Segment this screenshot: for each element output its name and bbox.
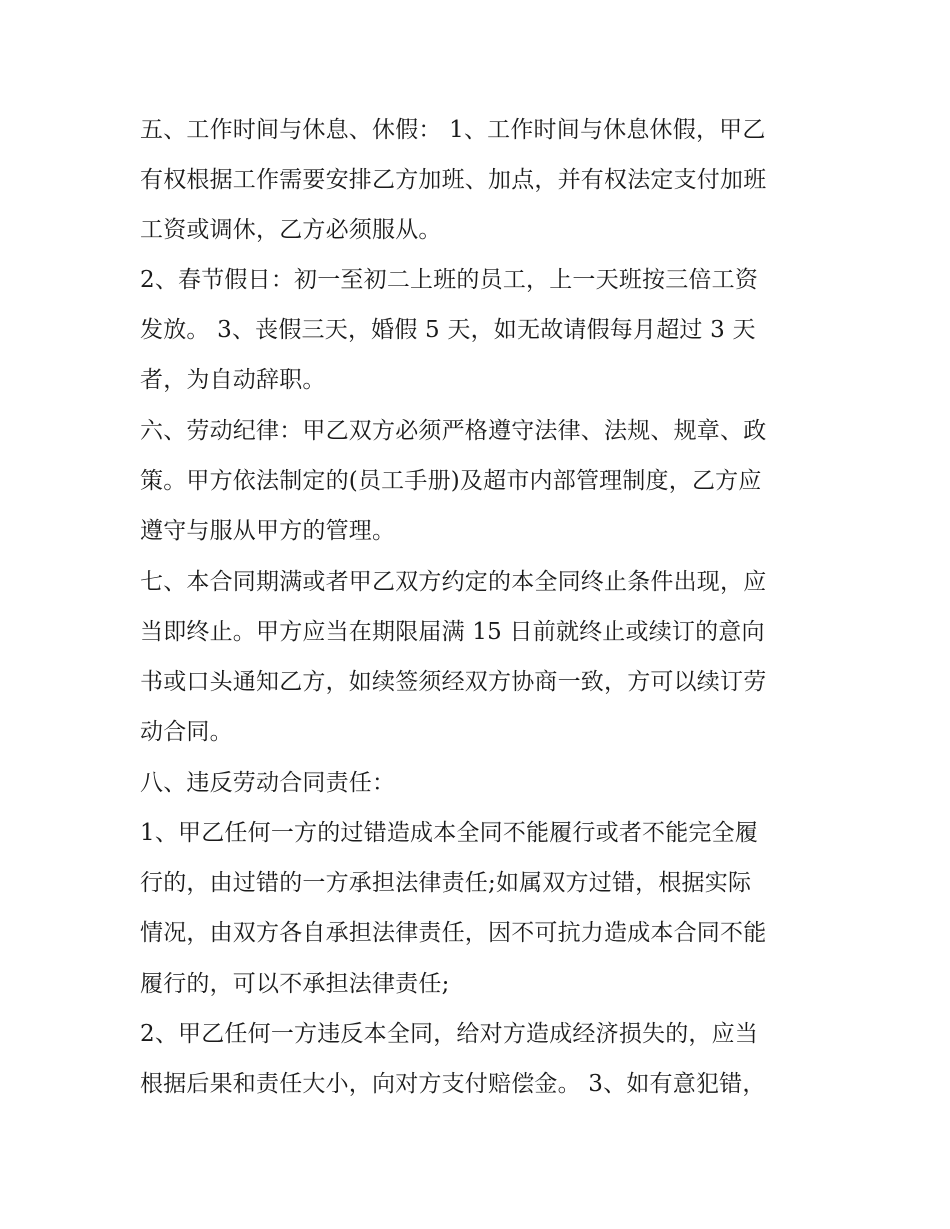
text-line: 五、工作时间与休息、休假： 1、工作时间与休息休假，甲乙 (140, 117, 766, 143)
text-line: 遵守与服从甲方的管理。 (140, 518, 396, 544)
text-line: 情况，由双方各自承担法律责任，因不可抗力造成本合同不能 (140, 920, 767, 946)
text-line: 七、本合同期满或者甲乙双方约定的本全同终止条件出现，应 (140, 569, 767, 595)
text-line: 1、甲乙任何一方的过错造成本全同不能履行或者不能完全履 (140, 820, 759, 846)
text-line: 根据后果和责任大小，向对方支付赔偿金。 3、如有意犯错， (140, 1071, 766, 1097)
text-line: 工资或调休，乙方必须服从。 (140, 217, 442, 243)
text-line: 有权根据工作需要安排乙方加班、加点，并有权法定支付加班 (140, 167, 767, 193)
text-line: 六、劳动纪律：甲乙双方必须严格遵守法律、法规、规章、政 (140, 418, 767, 444)
text-line: 履行的，可以不承担法律责任; (140, 971, 450, 997)
text-line: 者，为自动辞职。 (140, 367, 326, 393)
text-line: 八、违反劳动合同责任： (140, 770, 396, 796)
text-line: 行的，由过错的一方承担法律责任;如属双方过错，根据实际 (140, 870, 752, 896)
text-line: 策。甲方依法制定的(员工手册)及超市内部管理制度，乙方应 (140, 468, 762, 494)
text-line: 2、甲乙任何一方违反本全同，给对方造成经济损失的，应当 (140, 1021, 759, 1047)
text-line: 书或口头通知乙方，如续签须经双方协商一致，方可以续订劳 (140, 669, 767, 695)
text-line: 2、春节假日：初一至初二上班的员工，上一天班按三倍工资 (140, 267, 759, 293)
text-line: 发放。 3、丧假三天，婚假 5 天，如无故请假每月超过 3 天 (140, 317, 756, 343)
text-line: 动合同。 (140, 719, 233, 745)
text-line: 当即终止。甲方应当在期限届满 15 日前就终止或续订的意向 (140, 619, 765, 645)
